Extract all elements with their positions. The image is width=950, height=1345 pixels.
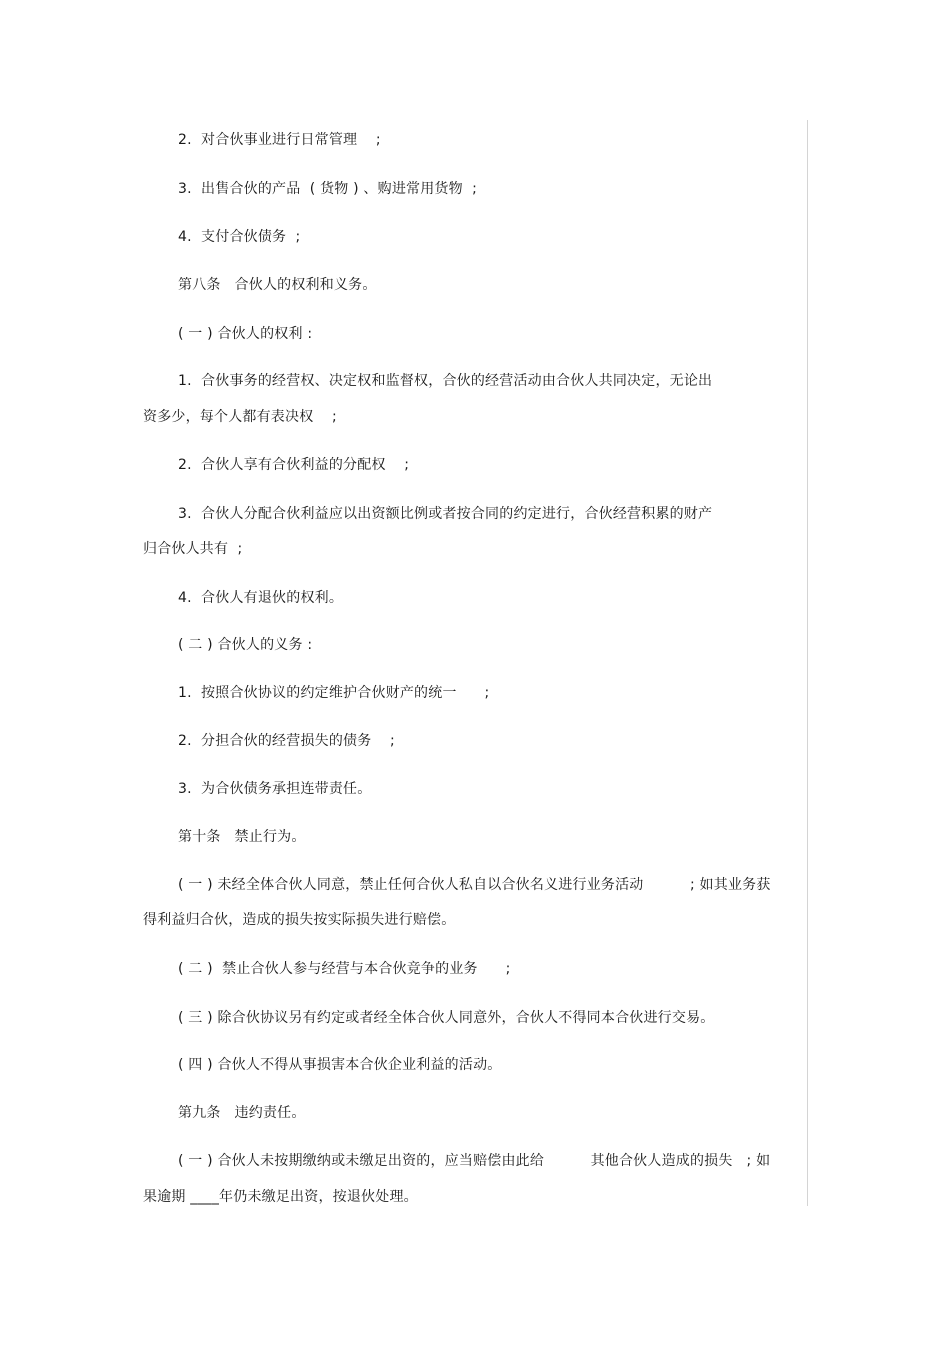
article-heading: 第十条 禁止行为。	[178, 829, 306, 845]
text-line: 2. 分担合伙的经营损失的债务 ;	[178, 733, 395, 749]
text-line: ( 一 ) 合伙人未按期缴纳或未缴足出资的，应当赔偿由此给 其他合伙人造成的损失 ; 如	[178, 1153, 771, 1169]
page-edge-line	[807, 120, 808, 1206]
text-line: 3. 为合伙债务承担连带责任。	[178, 781, 372, 797]
text-line-continuation: 果逾期 ____年仍未缴足出资，按退伙处理。	[143, 1189, 418, 1205]
article-heading: 第八条 合伙人的权利和义务。	[178, 277, 377, 293]
text-line: 2. 对合伙事业进行日常管理 ;	[178, 132, 381, 148]
text-line: 4. 支付合伙债务 ;	[178, 229, 301, 245]
article-heading: 第九条 违约责任。	[178, 1105, 306, 1121]
text-line: 3. 合伙人分配合伙利益应以出资额比例或者按合同的约定进行，合伙经营积累的财产	[178, 506, 713, 522]
text-line: ( 一 ) 未经全体合伙人同意，禁止任何合伙人私自以合伙名义进行业务活动 ; 如其业务获	[178, 877, 771, 893]
text-line-continuation: 得利益归合伙，造成的损失按实际损失进行赔偿。	[143, 912, 456, 928]
text-line: ( 四 ) 合伙人不得从事损害本合伙企业利益的活动。	[178, 1057, 502, 1073]
text-line-continuation: 归合伙人共有 ;	[143, 541, 243, 557]
text-line-continuation: 资多少，每个人都有表决权 ;	[143, 409, 337, 425]
text-line: ( 二 ) 禁止合伙人参与经营与本合伙竞争的业务 ;	[178, 961, 511, 977]
text-line: 1. 按照合伙协议的约定维护合伙财产的统一 ;	[178, 685, 490, 701]
text-line: 3. 出售合伙的产品 ( 货物 ) 、购进常用货物 ;	[178, 181, 478, 197]
text-line: 4. 合伙人有退伙的权利。	[178, 590, 344, 606]
text-line: ( 三 ) 除合伙协议另有约定或者经全体合伙人同意外，合伙人不得同本合伙进行交易。	[178, 1010, 715, 1026]
text-line: 2. 合伙人享有合伙利益的分配权 ;	[178, 457, 410, 473]
text-line: 1. 合伙事务的经营权、决定权和监督权，合伙的经营活动由合伙人共同决定，无论出	[178, 373, 713, 389]
section-heading: ( 一 ) 合伙人的权利 :	[178, 326, 313, 342]
section-heading: ( 二 ) 合伙人的义务 :	[178, 637, 313, 653]
